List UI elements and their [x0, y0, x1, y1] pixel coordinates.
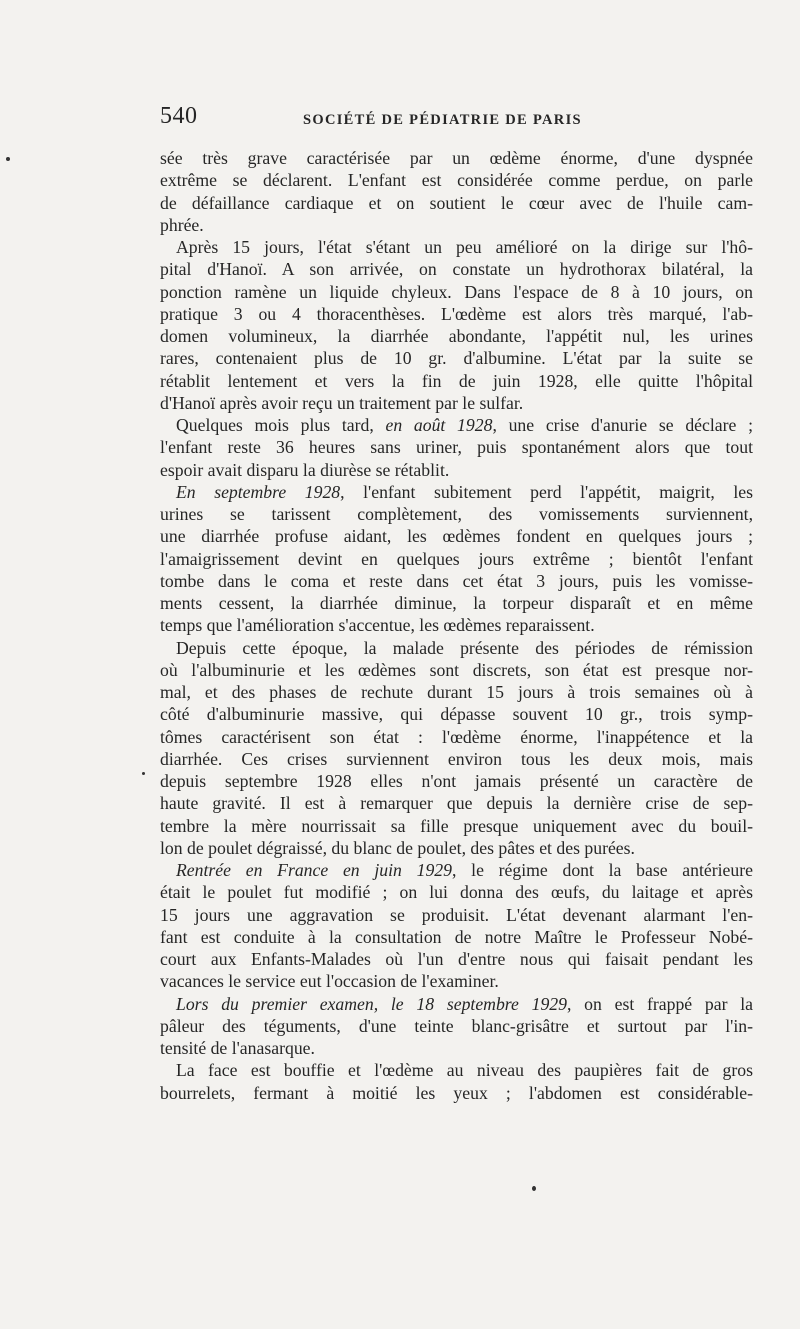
text-line — [160, 258, 753, 280]
text-line — [160, 370, 753, 392]
text-line — [160, 881, 753, 903]
text-line-content: Après 15 jours, l'état s'étant un peu amélioré on la dirige sur l'hô- — [176, 237, 753, 257]
text-line-content: extrême se déclarent. L'enfant est considérée comme perdue, on parle — [160, 170, 753, 191]
text-line-content: tômes caractérisent son état : l'œdème énorme, l'inappétence et la — [160, 726, 753, 747]
text-line-content: lon de poulet dégraissé, du blanc de poulet, des pâtes et des purées. — [160, 837, 635, 858]
text-line — [160, 993, 753, 1015]
italic-date: en août 1928 — [385, 415, 493, 435]
text-line-content: pital d'Hanoï. A son arrivée, on constate un hydrothorax bilatéral, la — [160, 259, 753, 280]
text-line — [160, 459, 753, 481]
text-line-content: Quelques mois plus tard, — [176, 415, 386, 435]
text-line — [160, 147, 753, 169]
text-line — [160, 192, 753, 214]
page-number: 540 — [160, 103, 198, 129]
text-line-content: bourrelets, fermant à moitié les yeux ; l'abdomen est considérable- — [160, 1082, 753, 1103]
text-line — [160, 214, 753, 236]
text-line-content: phrée. — [160, 214, 204, 235]
text-line-content: pâleur des téguments, d'une teinte blanc-grisâtre et surtout par l'in- — [160, 1015, 753, 1036]
text-line-content: une diarrhée profuse aidant, les œdèmes fondent en quelques jours ; — [160, 526, 753, 547]
text-line-content: temps que l'amélioration s'accentue, les œdèmes reparaissent. — [160, 615, 595, 636]
body-text — [160, 147, 753, 1104]
text-line-content: l'enfant reste 36 heures sans uriner, puis spontanément alors que tout — [160, 437, 753, 458]
text-line — [160, 436, 753, 458]
text-line — [160, 970, 753, 992]
italic-date: Rentrée en France en juin 1929 — [176, 860, 452, 880]
text-line — [160, 726, 753, 748]
text-line — [160, 481, 753, 503]
text-line-content: court aux Enfants-Malades où l'un d'entre nous qui faisait pendant les — [160, 949, 753, 969]
italic-date: En septembre 1928 — [176, 481, 341, 502]
margin-speck — [142, 772, 145, 775]
text-line — [160, 659, 753, 681]
text-line — [160, 1082, 753, 1104]
page-header — [160, 103, 610, 135]
text-line-content: où l'albuminurie et les œdèmes sont discrets, son état est presque nor- — [160, 659, 753, 680]
text-line — [160, 948, 753, 970]
margin-speck — [532, 1186, 536, 1191]
text-line — [160, 614, 753, 636]
text-line — [160, 1015, 753, 1037]
text-line — [160, 770, 753, 792]
text-line-content: urines se tarissent complètement, des vomissements surviennent, — [160, 504, 753, 524]
text-line — [160, 926, 753, 948]
text-line-content: depuis septembre 1928 elles n'ont jamais présenté un caractère de — [160, 771, 753, 791]
text-line — [160, 592, 753, 614]
text-line-content: tembre la mère nourrissait sa fille presque uniquement avec du bouil- — [160, 815, 753, 836]
text-line-rest: , l'enfant subitement perd l'appétit, maigrit, les — [340, 481, 753, 502]
text-line — [160, 792, 753, 814]
text-line-content: haute gravité. Il est à remarquer que depuis la dernière crise de sep- — [160, 793, 753, 814]
text-line-rest: , une crise d'anurie se déclare ; — [492, 415, 754, 435]
text-line-content: ponction ramène un liquide chyleux. Dans l'espace de 8 à 10 jours, on — [160, 281, 753, 302]
text-line-content: était le poulet fut modifié ; on lui donna des œufs, du laitage et après — [160, 882, 753, 903]
text-line-content: vacances le service eut l'occasion de l'examiner. — [160, 971, 499, 992]
text-line — [160, 392, 753, 414]
text-line-content: La face est bouffie et l'œdème au niveau des paupières fait de gros — [176, 1060, 753, 1081]
text-line-content: domen volumineux, la diarrhée abondante, l'appétit nul, les urines — [160, 326, 753, 346]
text-line — [160, 525, 753, 547]
text-line-content: de défaillance cardiaque et on soutient le cœur avec de l'huile cam- — [160, 192, 753, 213]
text-line-content: espoir avait disparu la diurèse se rétablit. — [160, 459, 450, 480]
text-line-content: l'amaigrissement devint en quelques jours extrême ; bientôt l'enfant — [160, 548, 753, 569]
text-line — [160, 837, 753, 859]
text-line — [160, 503, 753, 525]
text-line — [160, 748, 753, 770]
text-line-rest: , le régime dont la base antérieure — [452, 860, 753, 880]
text-line-content: diarrhée. Ces crises surviennent environ tous les deux mois, mais — [160, 748, 753, 769]
text-line-content: rétablit lentement et vers la fin de juin 1928, elle quitte l'hôpital — [160, 370, 753, 391]
text-line — [160, 637, 753, 659]
text-line — [160, 815, 753, 837]
text-line — [160, 703, 753, 725]
text-line-content: tombe dans le coma et reste dans cet état 3 jours, puis les vomisse- — [160, 570, 753, 591]
text-line-rest: , on est frappé par la — [567, 993, 753, 1014]
text-line — [160, 904, 753, 926]
text-line-content: d'Hanoï après avoir reçu un traitement par le sulfar. — [160, 392, 524, 413]
text-line — [160, 414, 753, 436]
text-line-content: Depuis cette époque, la malade présente des périodes de rémission — [176, 637, 753, 658]
text-line — [160, 681, 753, 703]
text-line-content: mal, et des phases de rechute durant 15 jours à trois semaines où à — [160, 682, 753, 702]
text-line — [160, 1059, 753, 1081]
text-line-content: rares, contenaient plus de 10 gr. d'albumine. L'état par la suite se — [160, 348, 753, 369]
running-head: SOCIÉTÉ DE PÉDIATRIE DE PARIS — [303, 112, 582, 128]
text-line-content: fant est conduite à la consultation de notre Maître le Professeur Nobé- — [160, 926, 753, 947]
text-line — [160, 859, 753, 881]
text-line — [160, 303, 753, 325]
text-line-content: pratique 3 ou 4 thoracenthèses. L'œdème est alors très marqué, l'ab- — [160, 303, 753, 324]
text-line — [160, 325, 753, 347]
text-line — [160, 236, 753, 258]
text-line — [160, 1037, 753, 1059]
text-line — [160, 347, 753, 369]
text-line — [160, 169, 753, 191]
text-line-content: tensité de l'anasarque. — [160, 1038, 315, 1058]
text-line-content: sée très grave caractérisée par un œdème énorme, d'une dyspnée — [160, 148, 753, 168]
italic-date: Lors du premier examen, le 18 septembre 1929 — [176, 993, 567, 1014]
text-line — [160, 570, 753, 592]
text-line-content: 15 jours une aggravation se produisit. L'état devenant alarmant l'en- — [160, 904, 753, 925]
margin-speck — [6, 157, 10, 161]
text-line-content: ments cessent, la diarrhée diminue, la torpeur disparaît et en même — [160, 593, 753, 613]
text-line — [160, 548, 753, 570]
text-line-content: côté d'albuminurie massive, qui dépasse souvent 10 gr., trois symp- — [160, 704, 753, 725]
text-line — [160, 281, 753, 303]
